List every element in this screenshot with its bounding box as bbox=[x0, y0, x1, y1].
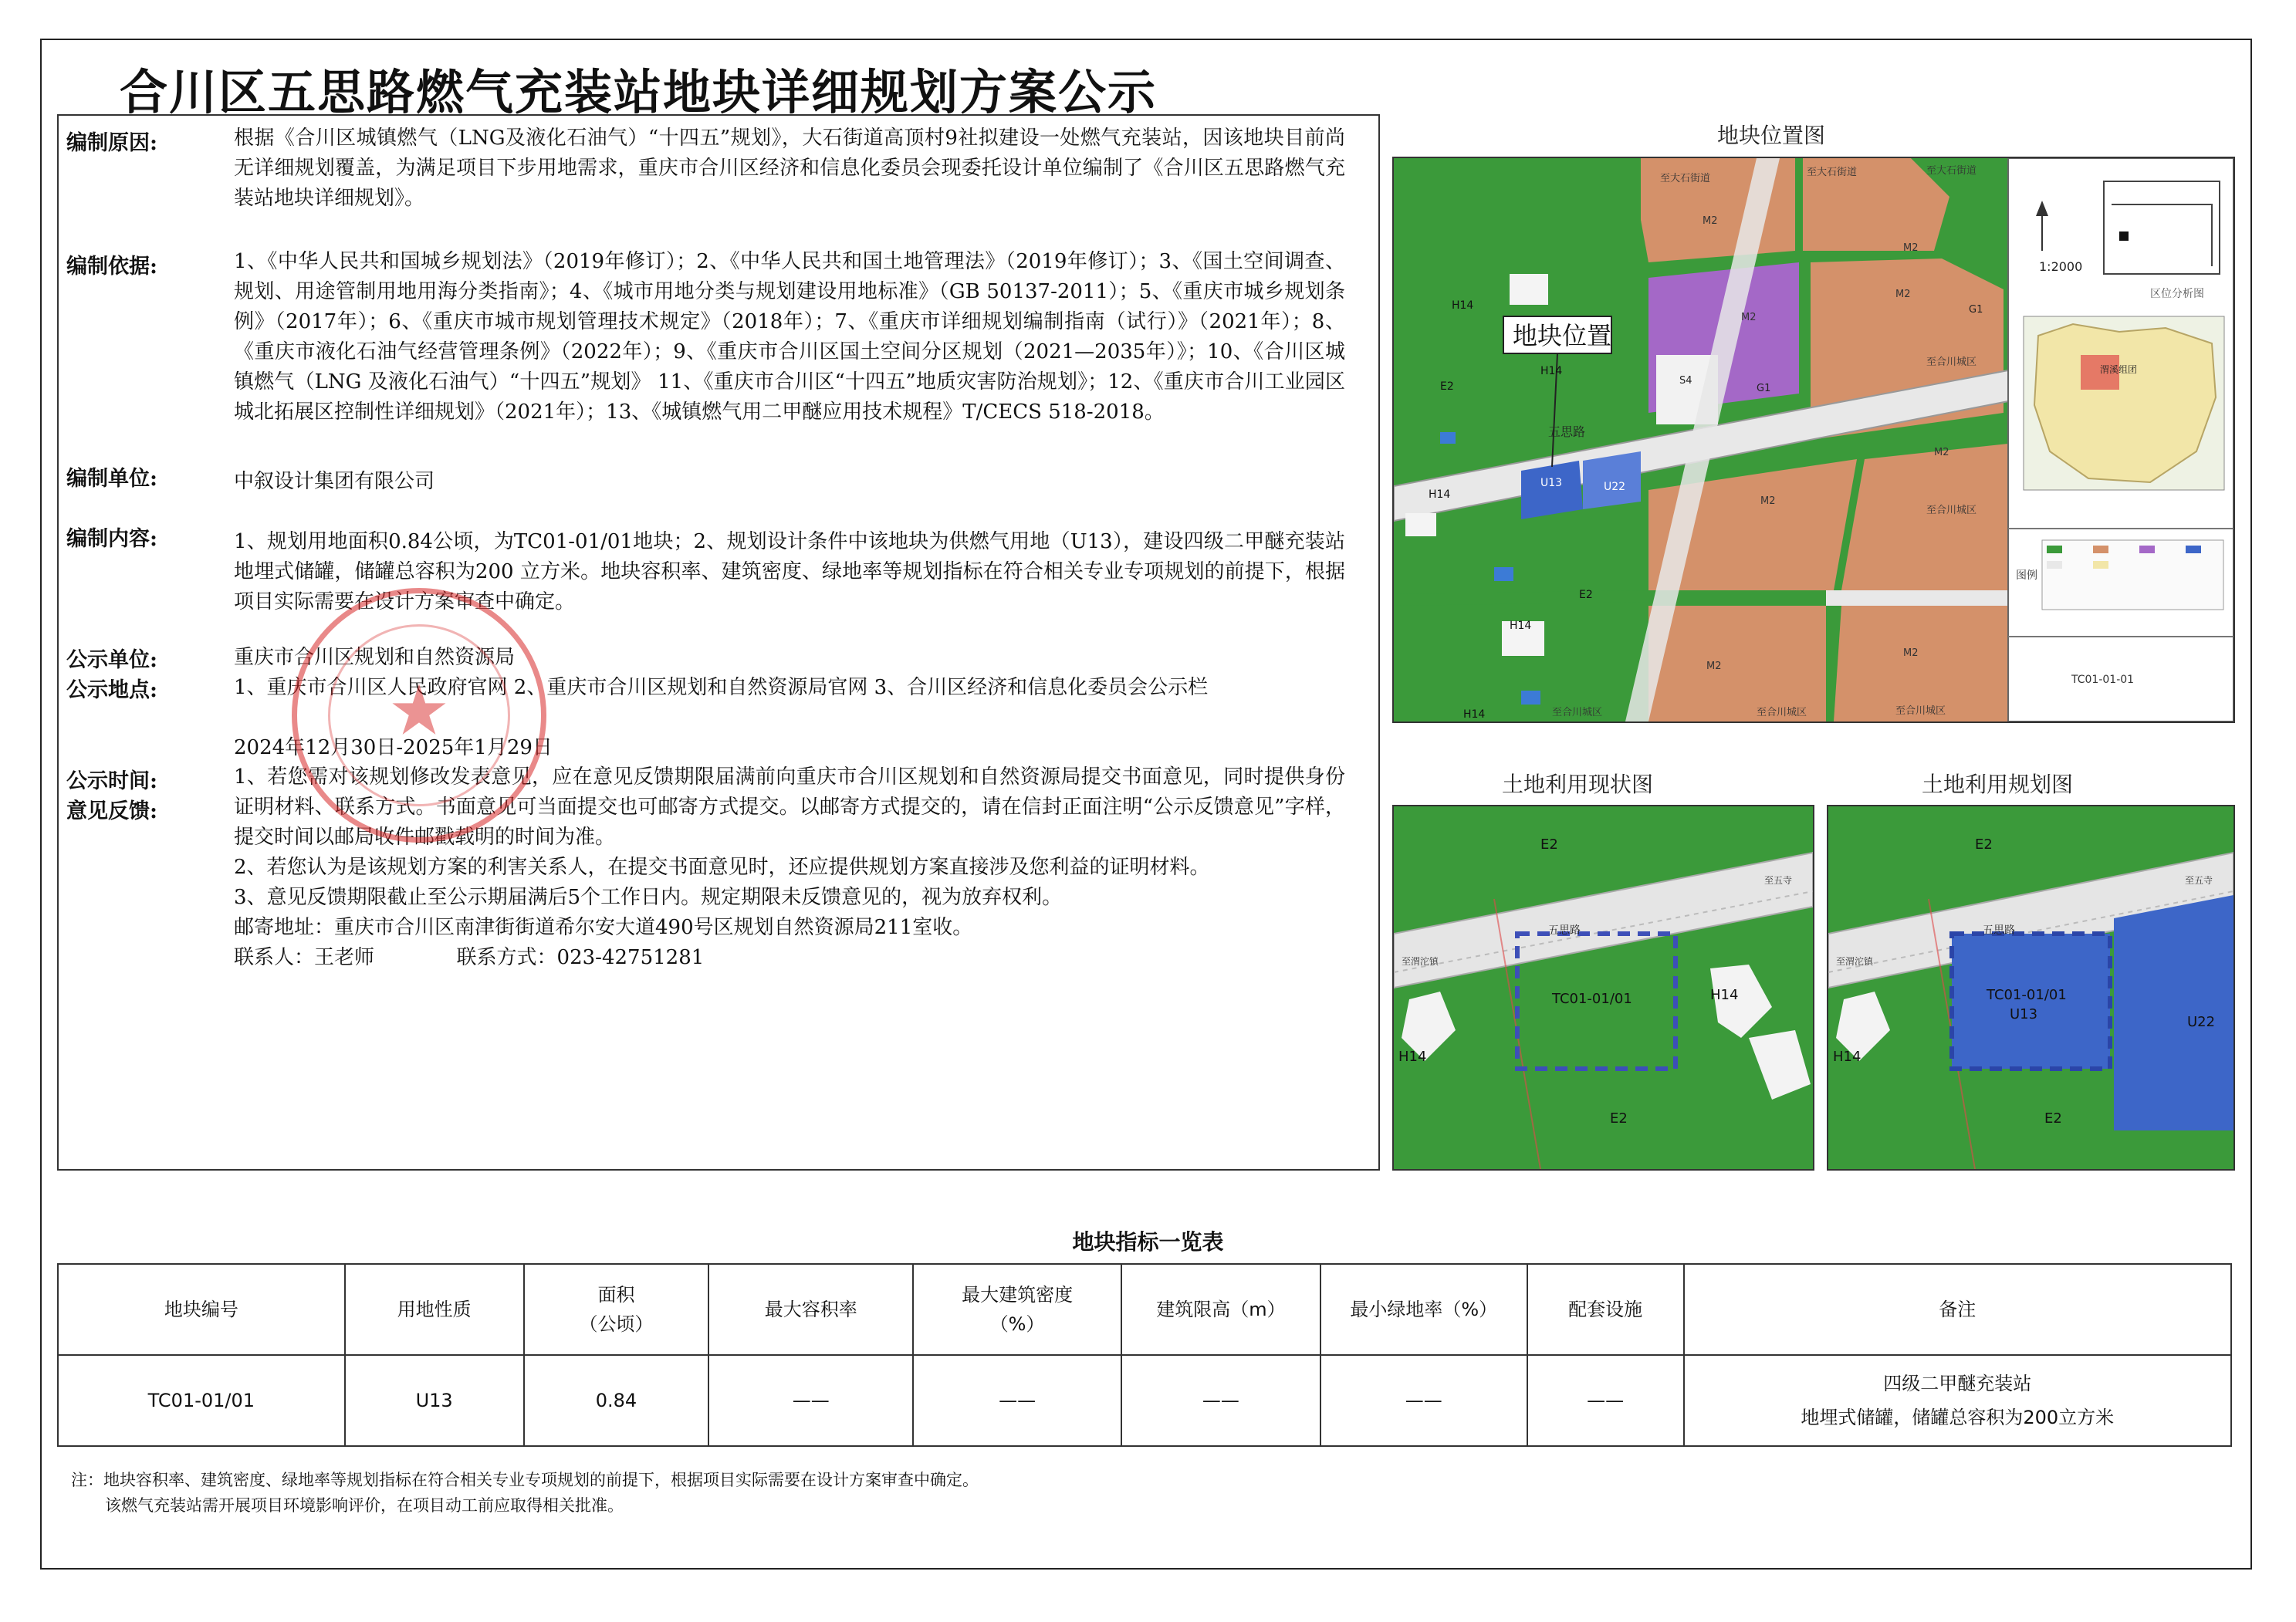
header-max-far: 最大容积率 bbox=[708, 1264, 913, 1355]
zone-label-g1-1: G1 bbox=[1757, 383, 1771, 394]
page-title: 合川区五思路燃气充装站地块详细规划方案公示 bbox=[120, 64, 1158, 120]
zone-m2-f bbox=[1648, 606, 1826, 721]
zone-label-g1-2: G1 bbox=[1969, 304, 1983, 316]
zone-label-m2-3: M2 bbox=[1895, 289, 1911, 300]
cell-max-far: —— bbox=[708, 1355, 913, 1446]
header-remarks: 备注 bbox=[1684, 1264, 2231, 1355]
header-area: 面积 （公顷） bbox=[524, 1264, 709, 1355]
table-row bbox=[58, 1355, 2231, 1446]
header-min-green: 最小绿地率（%） bbox=[1320, 1264, 1527, 1355]
feedback-item-1: 1、若您需对该规划修改发表意见，应在意见反馈期限届满前向重庆市合川区规划和自然资源局提交书面意见，同时提供身份证明材料、联系方式。书面意见可当面提交也可邮寄方式提交。以邮寄方式提交的，请在信封正面注明“公示反馈意见”字样，提交时间以邮局收件邮戳载明的时间为准。 bbox=[234, 765, 1345, 849]
cell-parcel-id: TC01-01/01 bbox=[58, 1355, 345, 1446]
zone-m2-e bbox=[1841, 444, 2008, 590]
publisher-text: 重庆市合川区规划和自然资源局 bbox=[234, 646, 516, 669]
cell-area: 0.84 bbox=[524, 1355, 709, 1446]
feedback-item-2: 2、若您认为是该规划方案的利害关系人，在提交书面意见时，还应提供规划方案直接涉及您利益的证明材料。 bbox=[234, 856, 1210, 879]
location-map-title: 地块位置图 bbox=[1717, 123, 1826, 148]
planned-parcel-label: TC01-01/01 bbox=[1987, 987, 2067, 1003]
road-label-5: 至合川城区 bbox=[1926, 505, 1977, 516]
cell-min-green: —— bbox=[1320, 1355, 1527, 1446]
location-callout: 地块位置 bbox=[1513, 321, 1612, 350]
road-label-1: 至大石街道 bbox=[1660, 173, 1711, 184]
feedback-item-3: 3、意见反馈期限截止至公示期届满后5个工作日内。规定期限未反馈意见的，视为放弃权利。 bbox=[234, 886, 1063, 909]
basis-label: 编制依据: bbox=[66, 255, 157, 279]
district-label: 渭溪组团 bbox=[2100, 364, 2138, 375]
inset-label: 区位分析图 bbox=[2150, 288, 2204, 300]
zone-label-m2-8: M2 bbox=[1903, 242, 1919, 254]
table-header-row bbox=[58, 1264, 2231, 1355]
current-road-label: 五思路 bbox=[1548, 924, 1581, 937]
place-label: 公示地点: bbox=[66, 678, 157, 702]
zone-label-m2-5: M2 bbox=[1760, 495, 1776, 507]
note-1: 注：地块容积率、建筑密度、绿地率等规划指标在符合相关专业专项规划的前提下，根据项目实际需要在设计方案审查中确定。 bbox=[71, 1471, 979, 1489]
location-map bbox=[1392, 157, 2235, 723]
current-label-h14-right: H14 bbox=[1710, 987, 1739, 1003]
zone-label-e2-2: E2 bbox=[1579, 589, 1593, 601]
current-land-use-map bbox=[1392, 805, 1814, 1171]
zone-label-h14-1: H14 bbox=[1452, 299, 1474, 312]
reason-text: 根据《合川区城镇燃气（LNG及液化石油气）“十四五”规划》，大石街道高顶村9社拟建设一处燃气充装站，因该地块目前尚无详细规划覆盖，为满足项目下步用地需求，重庆市合川区经济和信息化委员会现委托设计单位编制了《合川区五思路燃气充装站地块详细规划》。 bbox=[234, 127, 1345, 210]
road-label-8: 至合川城区 bbox=[1552, 707, 1603, 718]
map-scale: 1:2000 bbox=[2039, 259, 2083, 274]
current-label-east: 至五寺 bbox=[1764, 875, 1793, 886]
current-label-e2-bottom: E2 bbox=[1610, 1110, 1628, 1127]
planned-label-east: 至五寺 bbox=[2185, 875, 2213, 886]
current-parcel-label: TC01-01/01 bbox=[1552, 991, 1632, 1007]
zone-label-u22: U22 bbox=[1604, 481, 1626, 493]
road-label-3: 至大石街道 bbox=[1926, 165, 1977, 177]
note-2: 该燃气充装站需开展项目环境影响评价，在项目动工前应取得相关批准。 bbox=[105, 1496, 624, 1515]
road-label-4: 至合川城区 bbox=[1926, 357, 1977, 368]
road-label-6: 至合川城区 bbox=[1895, 705, 1946, 717]
contact-name: 联系人：王老师 bbox=[234, 946, 375, 969]
content-text: 1、规划用地面积0.84公顷，为TC01-01/01地块；2、规划设计条件中该地块为供燃气用地（U13），建设四级二甲醚充装站地埋式储罐，储罐总容积为200 立方米。地块容积率、建筑密度、绿地率等规划指标在符合相关专业专项规划的前提下，根据项目实际需要在设计方案审查中确定。 bbox=[234, 530, 1345, 613]
planned-label-e2-top: E2 bbox=[1975, 836, 1993, 853]
zone-label-m2-7: M2 bbox=[1903, 647, 1919, 659]
planned-label-west: 至渭沱镇 bbox=[1836, 956, 1874, 967]
planned-land-use-map bbox=[1827, 805, 2235, 1171]
unit-text: 中叙设计集团有限公司 bbox=[234, 470, 435, 493]
cell-max-density: —— bbox=[913, 1355, 1121, 1446]
zone-m2-g bbox=[1834, 606, 2008, 721]
official-seal: ★ bbox=[292, 588, 546, 843]
cell-facilities: —— bbox=[1527, 1355, 1684, 1446]
current-label-west: 至渭沱镇 bbox=[1402, 956, 1439, 967]
planned-label-u22: U22 bbox=[2187, 1014, 2216, 1030]
zone-label-u13: U13 bbox=[1540, 477, 1563, 489]
planned-label-h14-left: H14 bbox=[1833, 1049, 1861, 1065]
planned-label-e2-bottom: E2 bbox=[2044, 1110, 2062, 1127]
zone-label-h14-4: H14 bbox=[1510, 620, 1532, 632]
parcel-index-table bbox=[57, 1263, 2232, 1447]
zone-label-m2-4: M2 bbox=[1934, 447, 1949, 458]
current-map-title: 土地利用现状图 bbox=[1502, 772, 1654, 797]
zone-label-h14-2: H14 bbox=[1540, 365, 1563, 377]
zone-label-h14-5: H14 bbox=[1463, 708, 1486, 721]
unit-label: 编制单位: bbox=[66, 467, 157, 491]
cell-remarks: 四级二甲醚充装站 地埋式储罐，储罐总容积为200立方米 bbox=[1684, 1355, 2231, 1446]
time-label: 公示时间: bbox=[66, 769, 157, 793]
zone-label-m2-2: M2 bbox=[1741, 312, 1757, 323]
contact-line bbox=[234, 943, 1345, 973]
header-height-limit: 建筑限高（m） bbox=[1121, 1264, 1320, 1355]
cell-land-use: U13 bbox=[345, 1355, 524, 1446]
planned-parcel-use: U13 bbox=[2010, 1006, 2038, 1022]
current-label-e2-top: E2 bbox=[1540, 836, 1558, 853]
location-road-label: 五思路 bbox=[1548, 424, 1586, 439]
planned-map-title: 土地利用规划图 bbox=[1922, 772, 2074, 797]
location-map-canvas bbox=[1394, 158, 2233, 721]
zone-label-m2-1: M2 bbox=[1703, 215, 1718, 227]
planned-road-label: 五思路 bbox=[1983, 924, 2015, 937]
legend-code: TC01-01-01 bbox=[2071, 674, 2135, 686]
place-text: 1、重庆市合川区人民政府官网 2、重庆市合川区规划和自然资源局官网 3、合川区经济和信息化委员会公示栏 bbox=[234, 676, 1209, 699]
legend-label: 图例 bbox=[2016, 569, 2037, 582]
mailing-address: 邮寄地址：重庆市合川区南津街街道希尔安大道490号区规划自然资源局211室收。 bbox=[234, 916, 973, 939]
basis-text: 1、《中华人民共和国城乡规划法》（2019年修订）；2、《中华人民共和国土地管理法》（2019年修订）；3、《国土空间调查、规划、用途管制用地用海分类指南》；4、《城市用地分类与规划建设用地标准》（GB 50137-2011）；5、《重庆市城乡规划条例》（2017年）；6、《重庆市城市规划管理技术规定》（2018年）；7、《重庆市详细规划编制指南（试行）》（2021年）；8、《重庆市液化石油气经营管理条例》（2022年）；9、《重庆市合川区国土空间分区规划（2021—2035年）》；10、《合川区城镇燃气（LNG 及液化石油气）“十四五”规划》 11、《重庆市合川区“十四五”地质灾害防治规划》；12、《重庆市合川工业园区城北拓展区控制性详细规划》（2021年）；13、《城镇燃气用二甲醚应用技术规程》T/CECS 518-2018。 bbox=[234, 250, 1345, 424]
header-max-density: 最大建筑密度 （%） bbox=[913, 1264, 1121, 1355]
parcel-u13 bbox=[1521, 461, 1583, 519]
content-label: 编制内容: bbox=[66, 527, 157, 551]
header-facilities: 配套设施 bbox=[1527, 1264, 1684, 1355]
road-label-7: 至合川城区 bbox=[1757, 707, 1807, 718]
current-label-h14-left: H14 bbox=[1398, 1049, 1427, 1065]
zone-label-m2-6: M2 bbox=[1706, 661, 1722, 672]
feedback-label: 意见反馈: bbox=[66, 799, 157, 823]
zone-label-s4: S4 bbox=[1679, 375, 1692, 387]
publisher-label: 公示单位: bbox=[66, 648, 157, 672]
zone-label-h14-3: H14 bbox=[1429, 488, 1451, 501]
zone-label-e2-1: E2 bbox=[1440, 380, 1454, 393]
planned-zone-u22 bbox=[2114, 895, 2233, 1130]
header-parcel-id: 地块编号 bbox=[58, 1264, 345, 1355]
cell-height-limit: —— bbox=[1121, 1355, 1320, 1446]
reason-label: 编制原因: bbox=[66, 131, 157, 155]
header-land-use: 用地性质 bbox=[345, 1264, 524, 1355]
table-caption: 地块指标一览表 bbox=[1072, 1229, 1224, 1255]
road-label-2: 至大石街道 bbox=[1807, 167, 1858, 178]
time-text: 2024年12月30日-2025年1月29日 bbox=[234, 736, 553, 759]
contact-phone: 联系方式：023-42751281 bbox=[456, 946, 705, 969]
